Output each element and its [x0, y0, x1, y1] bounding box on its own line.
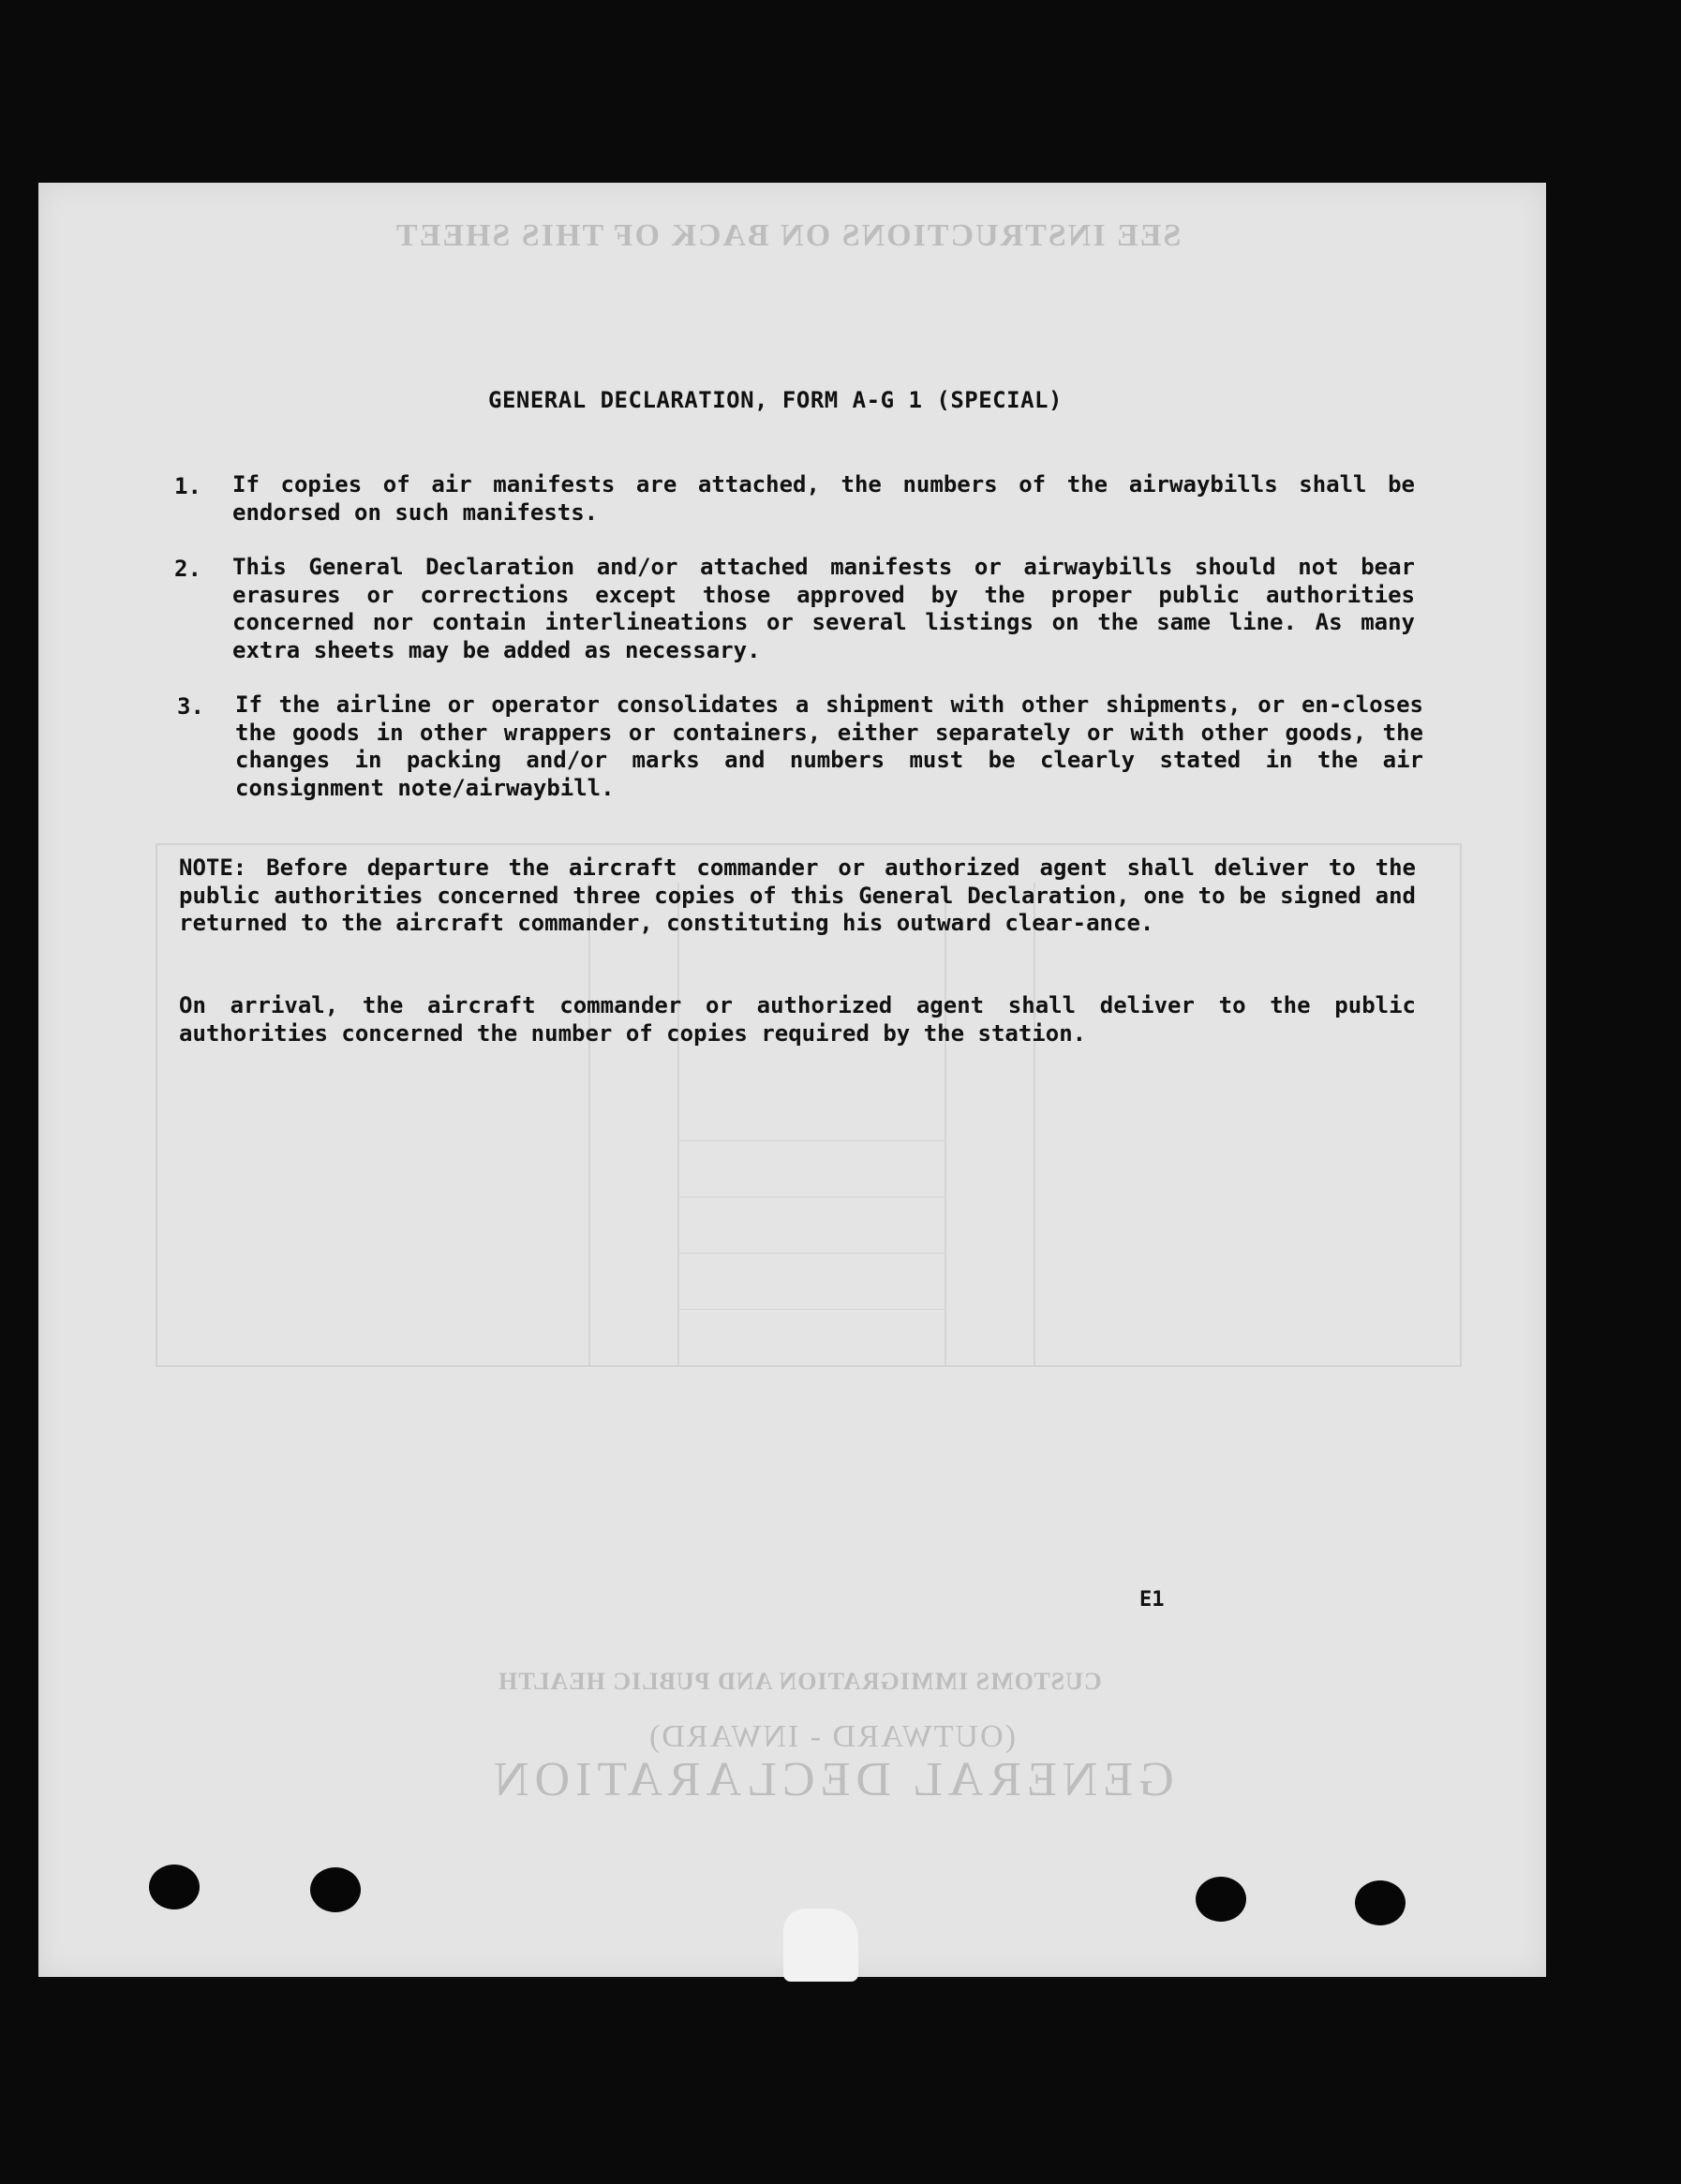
- item-text: If the airline or operator consolidates a shipment with other shipments, or en-closes the goods in other wrappers or containers, either separately or with other goods, the changes in packing and/or marks and numbers must be clearly stated in the air consignment note/airwaybill.: [235, 691, 1423, 801]
- note-paragraph: NOTE: Before departure the aircraft commander or authorized agent shall deliver to the public authorities concerned three copies of this General Declaration, one to be signed and returned to the aircraft commander, constituting his outward clear-ance.: [179, 854, 1416, 936]
- bleed-through-top-line: SEE INSTRUCTIONS ON BACK OF THIS SHEET: [394, 218, 1182, 253]
- bleed-through-heading-2: (OUTWARD - INWARD): [647, 1719, 1016, 1754]
- punch-hole: [310, 1867, 361, 1912]
- punch-hole: [1355, 1880, 1406, 1925]
- item-number: 2.: [174, 556, 201, 582]
- item-number: 3.: [177, 693, 204, 720]
- page-mark: E1: [1139, 1588, 1165, 1612]
- punch-hole: [1196, 1877, 1246, 1922]
- punch-hole: [149, 1865, 200, 1909]
- page-title: GENERAL DECLARATION, FORM A-G 1 (SPECIAL): [488, 387, 1063, 413]
- bleed-through-heading-3: GENERAL DECLARATION: [488, 1753, 1174, 1806]
- item-text: This General Declaration and/or attached manifests or airwaybills should not bear erasures or corrections except those approved by the proper public authorities concerned nor contain interlineations or several listings on the same line. As many extra sheets may be added as necessary.: [232, 554, 1415, 663]
- arrival-paragraph: On arrival, the aircraft commander or authorized agent shall deliver to the public authorities concerned the number of copies required by the station.: [179, 992, 1416, 1047]
- document-sheet: [38, 183, 1546, 1977]
- item-text: If copies of air manifests are attached, the numbers of the airwaybills shall be endorsed on such manifests.: [232, 471, 1415, 526]
- item-number: 1.: [174, 473, 201, 499]
- bleed-through-heading-1: CUSTOMS IMMIGRATION AND PUBLIC HEALTH: [498, 1668, 1102, 1695]
- paper-tear: [783, 1909, 858, 1982]
